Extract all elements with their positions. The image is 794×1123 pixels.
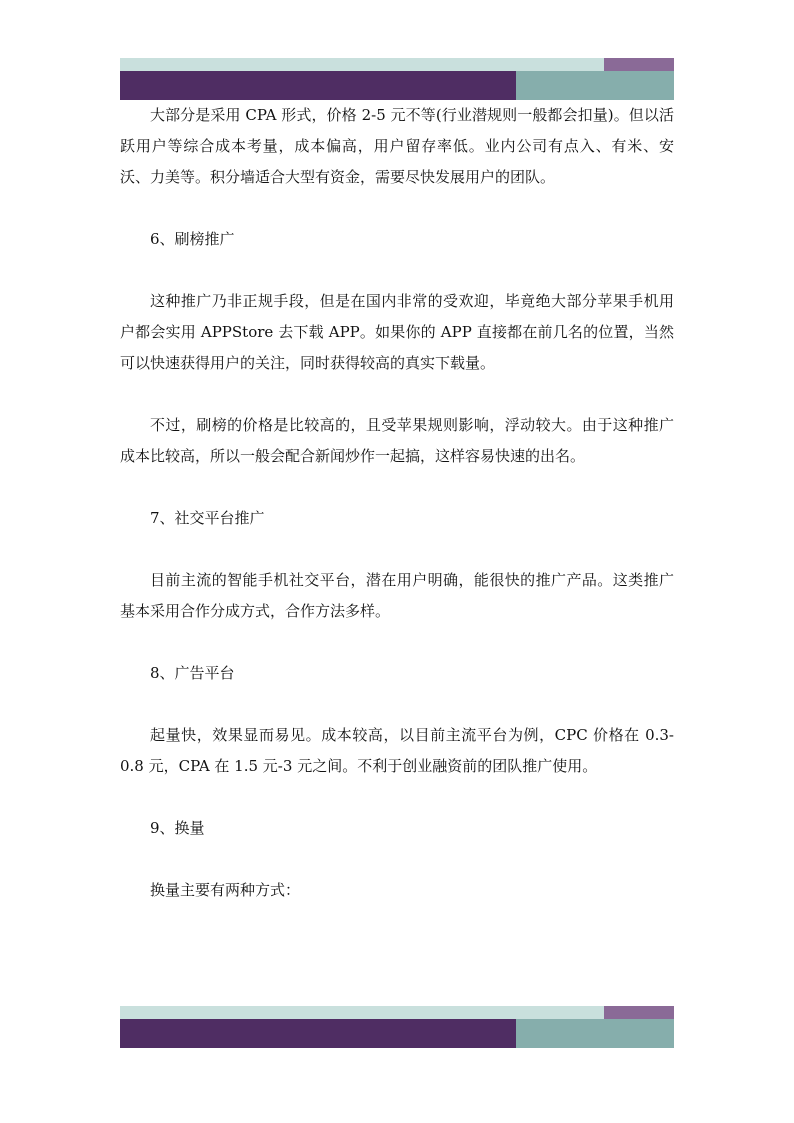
header-band-light-strip <box>120 58 604 71</box>
footer-band-light-strip <box>120 1006 604 1019</box>
paragraph-3: 不过，刷榜的价格是比较高的，且受苹果规则影响，浮动较大。由于这种推广成本比较高，所以一般会配合新闻炒作一起搞，这样容易快速的出名。 <box>120 416 674 465</box>
paragraph-5: 起量快，效果显而易见。成本较高，以目前主流平台为例，CPC 价格在 0.3-0.8 元，CPA 在 1.5 元-3 元之间。不利于创业融资前的团队推广使用。 <box>120 726 674 775</box>
section-heading-6: 6、刷榜推广 <box>150 230 235 248</box>
paragraph-4: 目前主流的智能手机社交平台，潜在用户明确，能很快的推广产品。这类推广基本采用合作分成方式，合作方法多样。 <box>120 571 674 620</box>
section-heading-9: 9、换量 <box>150 819 205 837</box>
header-band-purple-block <box>120 71 516 100</box>
paragraph-1: 大部分是采用 CPA 形式，价格 2-5 元不等(行业潜规则一般都会扣量)。但以活跃用户等综合成本考量，成本偏高，用户留存率低。业内公司有点入、有米、安沃、力美等。积分墙适合大型有资金，需要尽快发展用户的团队。 <box>120 106 674 186</box>
footer-band-purple-block <box>120 1019 516 1048</box>
header-band-teal-block <box>516 71 674 100</box>
header-band-accent-strip <box>604 58 674 71</box>
footer-decor-band <box>120 1006 674 1048</box>
document-body <box>120 100 674 906</box>
section-heading-7: 7、社交平台推广 <box>150 509 265 527</box>
header-decor-band <box>120 58 674 100</box>
footer-band-accent-strip <box>604 1006 674 1019</box>
section-heading-8: 8、广告平台 <box>150 664 235 682</box>
paragraph-6: 换量主要有两种方式： <box>150 881 301 899</box>
paragraph-2: 这种推广乃非正规手段，但是在国内非常的受欢迎，毕竟绝大部分苹果手机用户都会实用 APPStore 去下载 APP。如果你的 APP 直接都在前几名的位置，当然可以快速获得用户的关注，同时获得较高的真实下载量。 <box>120 292 674 372</box>
footer-band-teal-block <box>516 1019 674 1048</box>
